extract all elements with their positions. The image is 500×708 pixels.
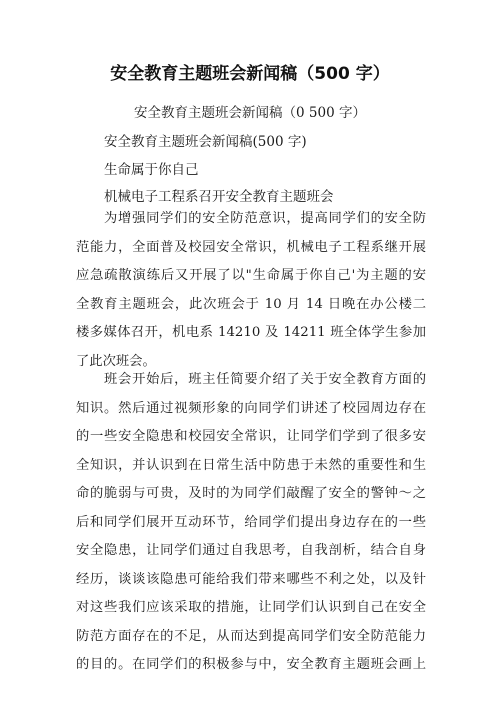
paragraph-line: 了此次班会。 <box>76 353 156 369</box>
paragraph-line: 后和同学们展开互动环节，给同学们提出身边存在的一些 <box>76 514 426 530</box>
paragraph-line: 安全隐患，让同学们通过自我思考，自我剖析，结合自身 <box>76 543 426 558</box>
paragraph-line: 班会开始后，班主任简要介绍了关于安全教育方面的 <box>104 372 426 387</box>
paragraph-line: 命的脆弱与可贵，及时的为同学们敲醒了安全的警钟～之 <box>76 486 426 501</box>
paragraph-line: 范能力，全面普及校园安全常识，机械电子工程系继开展 <box>76 239 426 255</box>
paragraph-line: 经历，谈谈该隐患可能给我们带来哪些不利之处，以及针 <box>76 571 426 587</box>
paragraph-line: 楼多媒体召开，机电系 14210 及 14211 班全体学生参加 <box>76 325 426 340</box>
heading-line-event: 机械电子工程系召开安全教育主题班会 <box>104 189 334 205</box>
paragraph-line: 知识。然后通过视频形象的向同学们讲述了校园周边存在 <box>76 400 426 416</box>
document-title: 安全教育主题班会新闻稿（500 字） <box>110 64 390 84</box>
paragraph-line: 为增强同学们的安全防范意识，提高同学们的安全防 <box>104 211 426 226</box>
document-subtitle: 安全教育主题班会新闻稿（0 500 字） <box>134 105 366 121</box>
heading-line-1: 安全教育主题班会新闻稿(500 字) <box>104 134 307 150</box>
paragraph-line: 全知识，并认识到在日常生活中防患于未然的重要性和生 <box>76 457 426 473</box>
body-paragraph-1 <box>76 205 426 376</box>
heading-line-slogan: 生命属于你自己 <box>104 162 199 178</box>
paragraph-line: 对这些我们应该采取的措施，让同学们认识到自己在安全 <box>76 600 426 615</box>
paragraph-line: 的目的。在同学们的积极参与中，安全教育主题班会画上 <box>76 657 426 672</box>
body-paragraph-2 <box>76 366 426 680</box>
paragraph-line: 全教育主题班会，此次班会于 10 月 14 日晚在办公楼二 <box>76 296 426 312</box>
paragraph-line: 应急疏散演练后又开展了以"生命属于你自己'为主题的安 <box>76 268 426 283</box>
paragraph-line: 防范方面存在的不足，从而达到提高同学们安全防范能力 <box>76 628 426 644</box>
paragraph-line: 的一些安全隐患和校园安全常识，让同学们学到了很多安 <box>76 429 426 444</box>
